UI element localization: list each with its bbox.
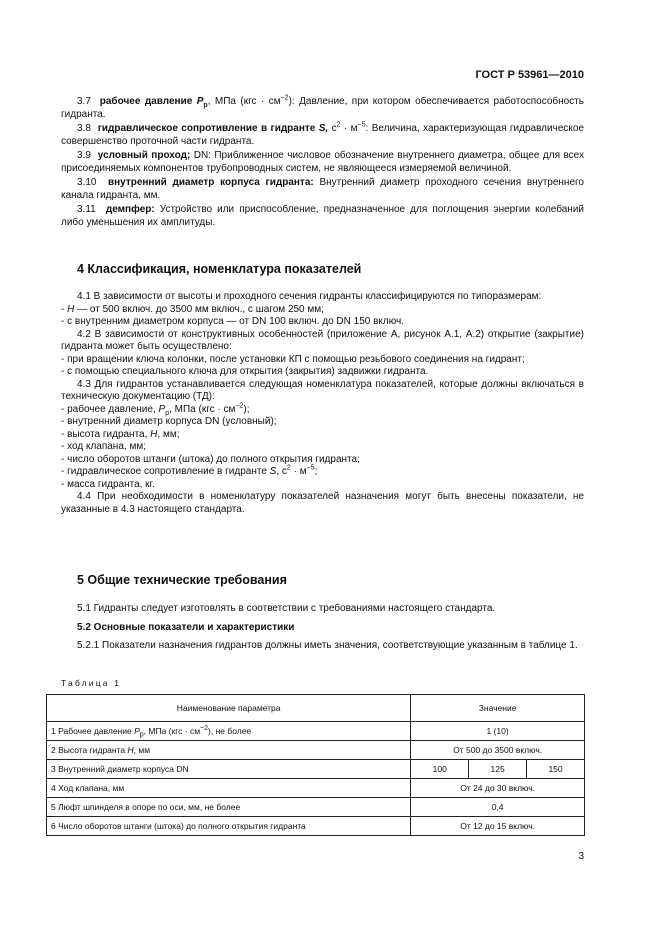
definition-3-9: 3.9 условный проход; DN: Приближенное числовое обозначение внутреннего диаметра, общее для всех присоединяемых компонентов трубопроводных систем, не являющееся измеряемой величиной.	[61, 150, 584, 174]
definition-3-8: 3.8 гидравлическое сопротивление в гидранте S, $с^2 \cdot м^{-5}$: Величина, характеризующая гидравлическое совершенство проточной части гидранта.	[61, 121, 584, 147]
row-label: 6 Число оборотов штанги (штока) до полного открытия гидранта	[47, 817, 411, 836]
list-item: - внутренний диаметр корпуса DN (условный);	[61, 416, 277, 427]
list-item: - гидравлическое сопротивление в гидранте S, $с^2 \cdot м^{-5}$;	[61, 464, 318, 477]
row-value: 100	[411, 760, 469, 779]
row-value: 0,4	[411, 798, 585, 817]
table-row	[47, 779, 585, 798]
row-value: 125	[469, 760, 527, 779]
row-label: 2 Высота гидранта H, мм	[47, 741, 411, 760]
list-item: - с помощью специального ключа для открытия (закрытия) задвижки гидранта.	[61, 366, 429, 377]
row-value: 1 (10)	[411, 722, 585, 741]
section-5-body	[61, 603, 584, 653]
clause-4-2: 4.2 В зависимости от конструктивных особенностей (приложение А, рисунок А.1, А.2) открытие (закрытие) гидранта может быть осуществлено:	[61, 328, 584, 352]
row-label: 1 Рабочее давление $P_р$, МПа $(кгс \cdot см^{-2})$, не более	[47, 722, 411, 741]
table-header-row	[47, 695, 585, 722]
column-header-value: Значение	[411, 695, 585, 722]
table-row	[47, 798, 585, 817]
list-item: - масса гидранта, кг.	[61, 478, 155, 490]
clause-5-2-heading: 5.2 Основные показатели и характеристики	[77, 621, 295, 633]
definition-3-10: 3.10 внутренний диаметр корпуса гидранта: Внутренний диаметр проходного сечения внутреннего канала гидранта, мм.	[61, 177, 584, 201]
list-item: - при вращении ключа колонки, после установки КП с помощью резьбового соединения на гидрант;	[61, 353, 525, 365]
clause-5-2-1: 5.2.1 Показатели назначения гидрантов должны иметь значения, соответствующие указанным в таблице 1.	[77, 640, 578, 651]
row-label: 5 Люфт шпинделя в опоре по оси, мм, не более	[47, 798, 411, 817]
table-row	[47, 817, 585, 836]
clause-4-1: 4.1 В зависимости от высоты и проходного сечения гидранты классифицируются по типоразмерам:	[77, 291, 542, 302]
table-row	[47, 741, 585, 760]
row-label: 4 Ход клапана, мм	[47, 779, 411, 798]
row-label: 3 Внутренний диаметр корпуса DN	[47, 760, 411, 779]
parameters-table	[46, 694, 585, 836]
definition-3-7: 3.7 рабочее давление $P_р$, МПа $(кгс \cdot см^{-2})$: Давление, при котором обеспечивается работоспособность гидранта.	[61, 94, 585, 120]
clause-4-3: 4.3 Для гидрантов устанавливается следующая номенклатура показателей, которые должны включаться в техническую документацию (ТД):	[61, 378, 584, 402]
row-value: От 12 до 15 включ.	[411, 817, 585, 836]
table-caption: Таблица 1	[61, 678, 122, 688]
list-item: - ход клапана, мм;	[61, 441, 146, 452]
list-item: - рабочее давление, $P_р$, МПа $(кгс \cdot см^{-2})$;	[61, 402, 250, 417]
clause-4-4: 4.4 При необходимости в номенклатуру показателей назначения могут быть внесены показатели, не указанные в 4.3 настоящего стандарта.	[61, 491, 584, 515]
row-value: 150	[527, 760, 585, 779]
list-item: - высота гидранта, H, мм;	[61, 428, 180, 440]
definition-3-11: 3.11 демпфер: Устройство или приспособление, предназначенное для поглощения энергии колебаний либо уменьшения их амплитуды.	[61, 204, 584, 228]
table-row	[47, 760, 585, 779]
list-item: - число оборотов штанги (штока) до полного открытия гидранта;	[61, 453, 360, 465]
section-4-heading: 4 Классификация, номенклатура показателей	[77, 262, 362, 276]
list-item: - H — от 500 включ. до 3500 мм включ., с шагом 250 мм;	[61, 303, 324, 315]
definitions-block	[61, 96, 584, 229]
row-value: От 24 до 30 включ.	[411, 779, 585, 798]
clause-5-1: 5.1 Гидранты следует изготовлять в соответствии с требованиями настоящего стандарта.	[77, 603, 496, 614]
document-header: ГОСТ Р 53961—2010	[475, 69, 584, 81]
page-number: 3	[578, 851, 584, 862]
section-4-body	[61, 291, 584, 516]
section-5-heading: 5 Общие технические требования	[77, 573, 287, 587]
table-row	[47, 722, 585, 741]
column-header-parameter: Наименование параметра	[47, 695, 411, 722]
list-item: - с внутренним диаметром корпуса — от DN 100 включ. до DN 150 включ.	[61, 316, 405, 327]
row-value: От 500 до 3500 включ.	[411, 741, 585, 760]
